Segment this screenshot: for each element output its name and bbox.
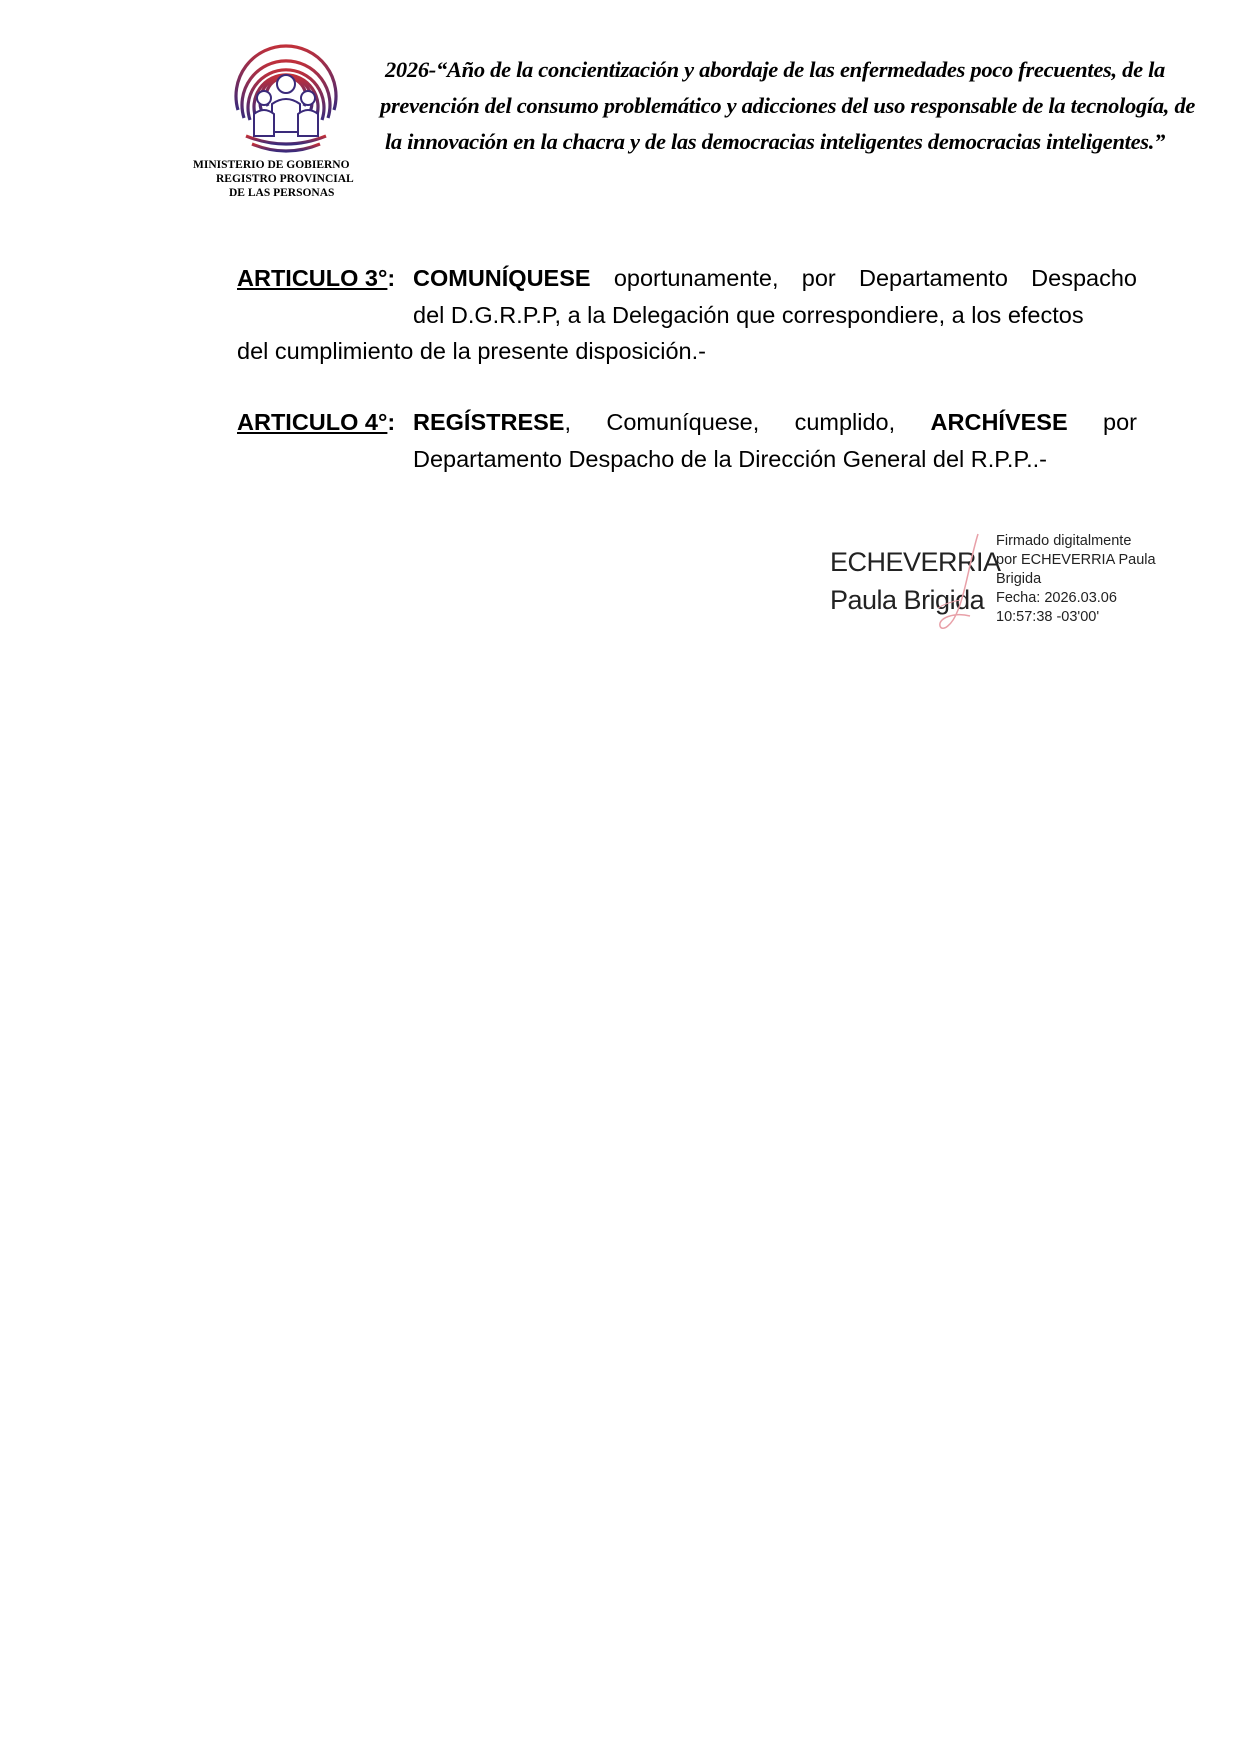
- year-motto: [380, 52, 1196, 160]
- article-3: [237, 260, 1137, 370]
- sig-meta-line-2: por ECHEVERRIA Paula: [996, 552, 1156, 568]
- motto-line-2: prevención del consumo problemático y adicciones del uso responsable de la tecnología, de: [380, 93, 1196, 118]
- motto-line-1: 2026-“Año de la concientización y abordaje de las enfermedades poco frecuentes, de la: [384, 57, 1166, 82]
- signer-name-line-2: Paula Brigida: [830, 585, 985, 615]
- signature-flourish-icon: [930, 530, 990, 635]
- sig-meta-line-1: Firmado digitalmente: [996, 533, 1132, 549]
- article-4-label: ARTICULO 4°:: [237, 409, 396, 435]
- sig-meta-line-4: Fecha: 2026.03.06: [996, 590, 1117, 606]
- sig-meta-line-5: 10:57:38 -03'00': [996, 609, 1100, 625]
- article-3-line-2: del D.G.R.P.P, a la Delegación que correspondiere, a los efectos: [413, 301, 1084, 328]
- article-3-label: ARTICULO 3°:: [237, 265, 396, 291]
- org-line-1: MINISTERIO DE GOBIERNO: [193, 159, 350, 171]
- organization-name: [190, 158, 390, 200]
- signer-name-line-1: ECHEVERRIA: [830, 547, 1001, 577]
- article-3-line-1: COMUNÍQUESE oportunamente, por Departamento Despacho: [413, 265, 1137, 291]
- article-4-line-2: Departamento Despacho de la Dirección General del R.P.P..-: [413, 445, 1047, 472]
- sig-meta-line-3: Brigida: [996, 571, 1042, 587]
- article-3-line-3: del cumplimiento de la presente disposición.-: [237, 338, 706, 364]
- signature-metadata: [996, 532, 1156, 627]
- ministry-logo: [228, 40, 344, 156]
- org-line-3: DE LAS PERSONAS: [229, 187, 335, 199]
- org-line-2: REGISTRO PROVINCIAL: [216, 173, 354, 185]
- motto-line-3: la innovación en la chacra y de las democracias inteligentes democracias inteligentes.”: [384, 129, 1166, 154]
- article-4: [237, 404, 1137, 477]
- article-4-line-1: REGÍSTRESE, Comuníquese, cumplido, ARCHÍVESE por: [413, 409, 1137, 435]
